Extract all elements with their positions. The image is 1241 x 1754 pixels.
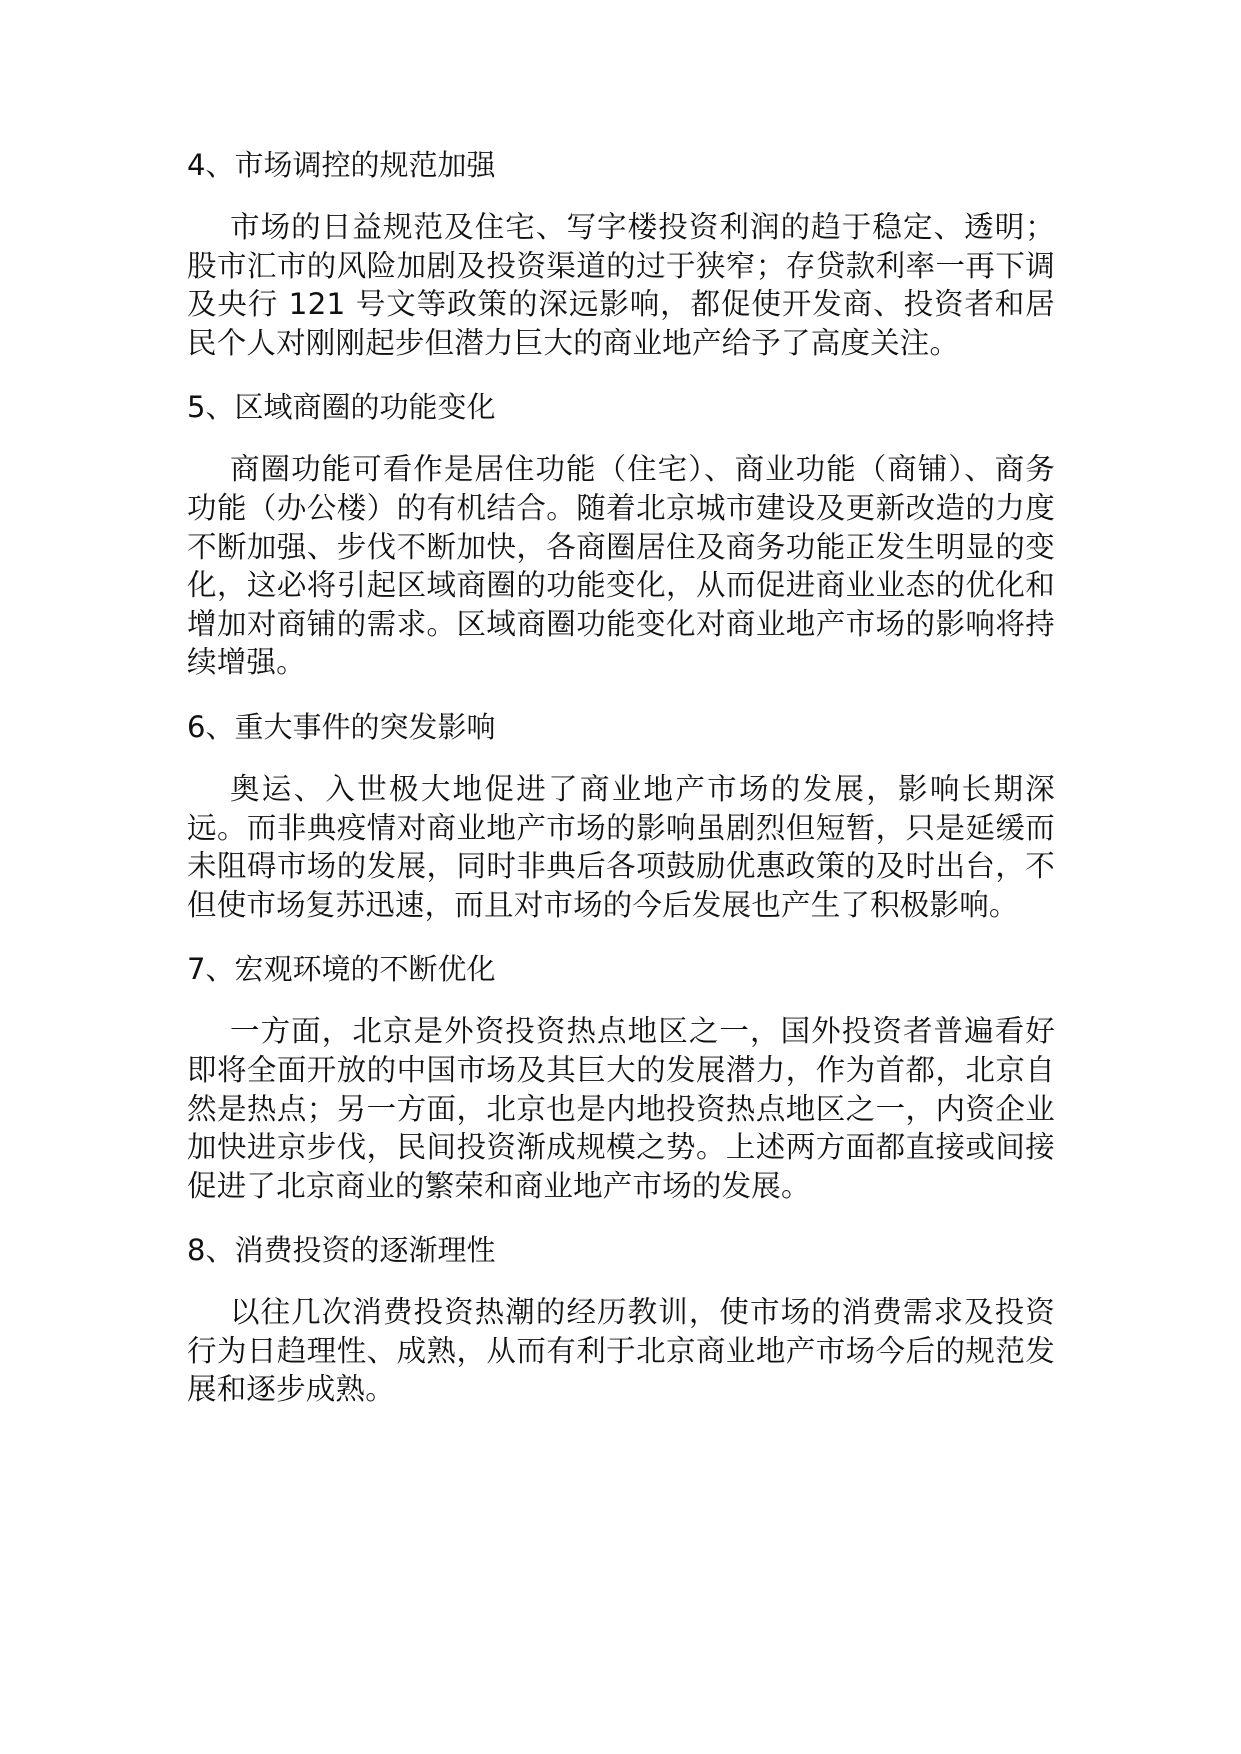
section-heading: 7、宏观环境的不断优化 <box>187 952 496 987</box>
section-5 <box>187 388 1055 682</box>
section-body: 一方面，北京是外资投资热点地区之一，国外投资者普遍看好即将全面开放的中国市场及其巨大的发展潜力，作为首都，北京自然是热点；另一方面，北京也是内地投资热点地区之一，内资企业加快进京步伐，民间投资渐成规模之势。上述两方面都直接或间接促进了北京商业的繁荣和商业地产市场的发展。 <box>187 1014 1055 1203</box>
section-body: 以往几次消费投资热潮的经历教训，使市场的消费需求及投资行为日趋理性、成熟，从而有利于北京商业地产市场今后的规范发展和逐步成熟。 <box>187 1295 1055 1407</box>
document-content <box>187 146 1055 1435</box>
section-heading: 4、市场调控的规范加强 <box>187 148 496 182</box>
section-6 <box>187 708 1055 924</box>
section-heading: 5、区域商圈的功能变化 <box>187 390 496 425</box>
section-4 <box>187 146 1055 362</box>
section-heading: 8、消费投资的逐渐理性 <box>187 1233 496 1268</box>
section-7 <box>187 950 1055 1205</box>
section-8 <box>187 1231 1055 1409</box>
section-body: 奥运、入世极大地促进了商业地产市场的发展，影响长期深远。而非典疫情对商业地产市场的影响虽剧烈但短暂，只是延缓而未阻碍市场的发展，同时非典后各项鼓励优惠政策的及时出台，不但使市场复苏迅速，而且对市场的今后发展也产生了积极影响。 <box>187 771 1055 922</box>
section-body: 商圈功能可看作是居住功能（住宅）、商业功能（商铺）、商务功能（办公楼）的有机结合。随着北京城市建设及更新改造的力度不断加强、步伐不断加快，各商圈居住及商务功能正发生明显的变化，这必将引起区域商圈的功能变化，从而促进商业业态的优化和增加对商铺的需求。区域商圈功能变化对商业地产市场的影响将持续增强。 <box>187 452 1055 680</box>
section-body: 市场的日益规范及住宅、写字楼投资利润的趋于稳定、透明；股市汇市的风险加剧及投资渠道的过于狭窄；存贷款利率一再下调及央行 121 号文等政策的深远影响，都促使开发商、投资者和居民个人对刚刚起步但潜力巨大的商业地产给予了高度关注。 <box>187 210 1055 360</box>
section-heading: 6、重大事件的突发影响 <box>187 709 496 744</box>
